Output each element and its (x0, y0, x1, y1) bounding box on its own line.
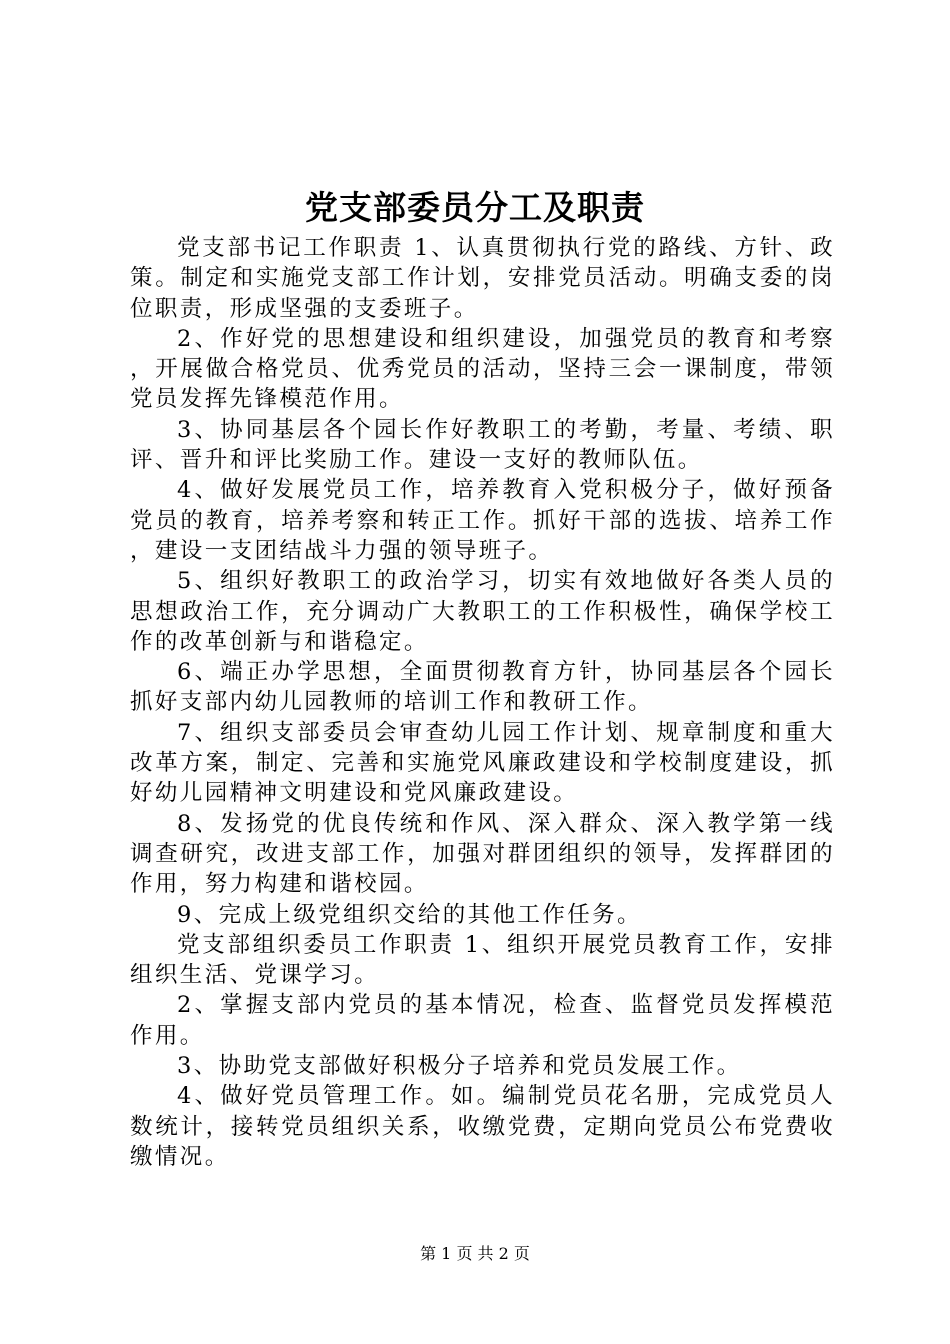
paragraph-3: 3、协同基层各个园长作好教职工的考勤，考量、考绩、职评、晋升和评比奖励工作。建设一支好的教师队伍。 (130, 416, 835, 474)
paragraph-8: 8、发扬党的优良传统和作风、深入群众、深入教学第一线调查研究，改进支部工作，加强对群团组织的领导，发挥群团的作用，努力构建和谐校园。 (130, 810, 835, 898)
paragraph-5: 5、组织好教职工的政治学习，切实有效地做好各类人员的思想政治工作，充分调动广大教职工的工作积极性，确保学校工作的改革创新与和谐稳定。 (130, 568, 835, 655)
paragraph-10: 党支部组织委员工作职责 1、组织开展党员教育工作，安排组织生活、党课学习。 (130, 931, 835, 989)
paragraph-13: 4、做好党员管理工作。如。编制党员花名册，完成党员人数统计，接转党员组织关系，收缴党费，定期向党员公布党费收缴情况。 (130, 1083, 835, 1170)
paragraph-11: 2、掌握支部内党员的基本情况，检查、监督党员发挥模范作用。 (130, 992, 835, 1049)
paragraph-7: 7、组织支部委员会审查幼儿园工作计划、规章制度和重大改革方案，制定、完善和实施党风廉政建设和学校制度建设，抓好幼儿园精神文明建设和党风廉政建设。 (130, 719, 835, 807)
page-footer: 第 1 页 共 2 页 (420, 1244, 530, 1263)
paragraph-1: 党支部书记工作职责 1、认真贯彻执行党的路线、方针、政策。制定和实施党支部工作计划，安排党员活动。明确支委的岗位职责，形成坚强的支委班子。 (130, 235, 835, 322)
page-title: 党支部委员分工及职责 (305, 188, 645, 227)
paragraph-9: 9、完成上级党组织交给的其他工作任务。 (177, 901, 642, 928)
paragraph-4: 4、做好发展党员工作，培养教育入党积极分子，做好预备党员的教育，培养考察和转正工作。抓好干部的选拔、培养工作，建设一支团结战斗力强的领导班子。 (130, 477, 835, 564)
paragraph-2: 2、作好党的思想建设和组织建设，加强党员的教育和考察，开展做合格党员、优秀党员的活动，坚持三会一课制度，带领党员发挥先锋模范作用。 (130, 325, 835, 413)
paragraph-12: 3、协助党支部做好积极分子培养和党员发展工作。 (177, 1053, 742, 1080)
document-body (130, 233, 835, 1172)
paragraph-6: 6、端正办学思想，全面贯彻教育方针，协同基层各个园长抓好支部内幼儿园教师的培训工作和教研工作。 (130, 659, 835, 716)
